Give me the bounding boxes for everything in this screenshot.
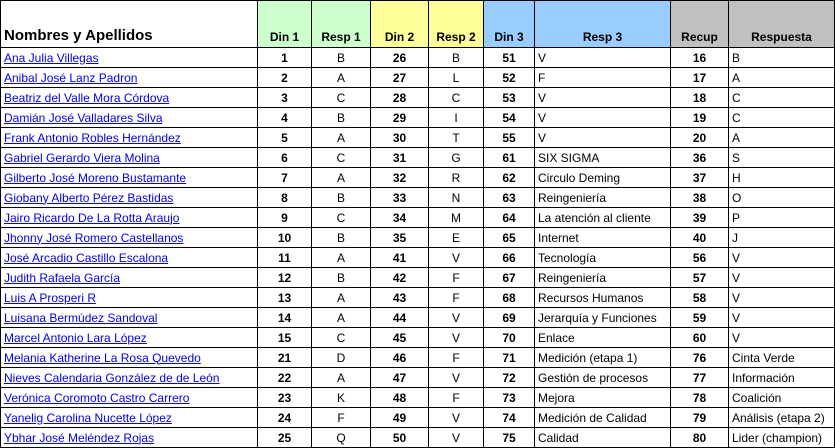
resp1-cell: A (312, 168, 371, 188)
din2-cell: 45 (371, 328, 429, 348)
name-cell (1, 268, 258, 288)
recup-cell: 56 (671, 248, 729, 268)
din2-cell: 30 (371, 128, 429, 148)
student-name-link[interactable]: José Arcadio Castillo Escalona (4, 250, 169, 265)
resp3-cell: Jerarquía y Funciones (535, 308, 671, 328)
table-row (1, 268, 835, 288)
name-cell (1, 88, 258, 108)
din1-cell: 12 (258, 268, 312, 288)
din3-cell: 73 (484, 388, 535, 408)
din3-cell: 66 (484, 248, 535, 268)
table-row (1, 308, 835, 328)
din1-cell: 11 (258, 248, 312, 268)
header-resp2: Resp 2 (429, 1, 484, 48)
resp2-cell: N (429, 188, 484, 208)
resp3-cell: Enlace (535, 328, 671, 348)
recup-cell: 37 (671, 168, 729, 188)
recup-cell: 58 (671, 288, 729, 308)
recup-cell: 19 (671, 108, 729, 128)
table-row (1, 128, 835, 148)
name-cell (1, 148, 258, 168)
resp1-cell: A (312, 68, 371, 88)
din1-cell: 23 (258, 388, 312, 408)
resp2-cell: I (429, 108, 484, 128)
din3-cell: 54 (484, 108, 535, 128)
din1-cell: 13 (258, 288, 312, 308)
din2-cell: 47 (371, 368, 429, 388)
din1-cell: 4 (258, 108, 312, 128)
resp1-cell: B (312, 228, 371, 248)
header-resp3: Resp 3 (535, 1, 671, 48)
respuesta-cell: B (729, 48, 835, 68)
student-name-link[interactable]: Ybhar José Meléndez Rojas (4, 430, 155, 445)
resp1-cell: A (312, 288, 371, 308)
din1-cell: 1 (258, 48, 312, 68)
header-respuesta: Respuesta (729, 1, 835, 48)
resp2-cell: V (429, 408, 484, 428)
table-row (1, 168, 835, 188)
student-name-link[interactable]: Marcel Antonio Lara López (4, 330, 147, 345)
respuesta-cell: O (729, 188, 835, 208)
name-cell (1, 428, 258, 448)
recup-cell: 17 (671, 68, 729, 88)
name-cell (1, 328, 258, 348)
din3-cell: 68 (484, 288, 535, 308)
table-row (1, 408, 835, 428)
din3-cell: 64 (484, 208, 535, 228)
student-name-link[interactable]: Melania Katherine La Rosa Quevedo (4, 350, 201, 365)
din2-cell: 42 (371, 268, 429, 288)
resp1-cell: A (312, 368, 371, 388)
resp2-cell: V (429, 368, 484, 388)
din2-cell: 32 (371, 168, 429, 188)
table-row (1, 48, 835, 68)
respuesta-cell: C (729, 88, 835, 108)
name-cell (1, 248, 258, 268)
resp2-cell: V (429, 308, 484, 328)
din3-cell: 69 (484, 308, 535, 328)
din2-cell: 48 (371, 388, 429, 408)
resp1-cell: F (312, 408, 371, 428)
resp1-cell: B (312, 48, 371, 68)
resp3-cell: V (535, 88, 671, 108)
din2-cell: 50 (371, 428, 429, 448)
table-row (1, 248, 835, 268)
respuesta-cell: S (729, 148, 835, 168)
respuesta-cell: A (729, 68, 835, 88)
resp1-cell: C (312, 88, 371, 108)
din3-cell: 65 (484, 228, 535, 248)
resp1-cell: C (312, 208, 371, 228)
din1-cell: 21 (258, 348, 312, 368)
name-cell (1, 228, 258, 248)
student-name-link[interactable]: Nieves Calendaria González de de León (4, 370, 220, 385)
name-cell (1, 208, 258, 228)
din1-cell: 15 (258, 328, 312, 348)
header-row (1, 1, 835, 48)
resp1-cell: K (312, 388, 371, 408)
respuesta-cell: Información (729, 368, 835, 388)
resp2-cell: F (429, 268, 484, 288)
resp2-cell: V (429, 328, 484, 348)
din3-cell: 62 (484, 168, 535, 188)
resp2-cell: V (429, 248, 484, 268)
resp2-cell: R (429, 168, 484, 188)
table-row (1, 188, 835, 208)
resp2-cell: F (429, 348, 484, 368)
din3-cell: 72 (484, 368, 535, 388)
din3-cell: 51 (484, 48, 535, 68)
name-cell (1, 288, 258, 308)
table-row (1, 228, 835, 248)
respuesta-cell: V (729, 328, 835, 348)
name-cell (1, 68, 258, 88)
name-cell (1, 308, 258, 328)
din3-cell: 70 (484, 328, 535, 348)
din3-cell: 53 (484, 88, 535, 108)
header-resp1: Resp 1 (312, 1, 371, 48)
resp2-cell: T (429, 128, 484, 148)
respuesta-cell: C (729, 108, 835, 128)
resp2-cell: E (429, 228, 484, 248)
student-name-link[interactable]: Luis A Prosperi R (4, 290, 97, 305)
din1-cell: 5 (258, 128, 312, 148)
resp3-cell: La atención al cliente (535, 208, 671, 228)
respuesta-cell: H (729, 168, 835, 188)
table-row (1, 68, 835, 88)
din1-cell: 7 (258, 168, 312, 188)
recup-cell: 40 (671, 228, 729, 248)
resp3-cell: Circulo Deming (535, 168, 671, 188)
din2-cell: 43 (371, 288, 429, 308)
din2-cell: 26 (371, 48, 429, 68)
resp1-cell: C (312, 328, 371, 348)
student-name-link[interactable]: Yanelig Carolina Nucette López (4, 410, 172, 425)
table-row (1, 348, 835, 368)
din2-cell: 35 (371, 228, 429, 248)
din1-cell: 14 (258, 308, 312, 328)
name-cell (1, 408, 258, 428)
table-row (1, 148, 835, 168)
header-din2: Din 2 (371, 1, 429, 48)
din2-cell: 27 (371, 68, 429, 88)
table-row (1, 108, 835, 128)
resp1-cell: Q (312, 428, 371, 448)
din2-cell: 33 (371, 188, 429, 208)
din3-cell: 71 (484, 348, 535, 368)
recup-cell: 16 (671, 48, 729, 68)
student-name-link[interactable]: Judith Rafaela García (4, 270, 121, 285)
din1-cell: 9 (258, 208, 312, 228)
resp1-cell: A (312, 128, 371, 148)
student-name-link[interactable]: Gilberto José Moreno Bustamante (4, 170, 187, 185)
student-name-link[interactable]: Jairo Ricardo De La Rotta Araujo (4, 210, 180, 225)
recup-cell: 57 (671, 268, 729, 288)
respuesta-cell: P (729, 208, 835, 228)
recup-cell: 60 (671, 328, 729, 348)
din3-cell: 67 (484, 268, 535, 288)
respuesta-cell: J (729, 228, 835, 248)
recup-cell: 38 (671, 188, 729, 208)
student-name-link[interactable]: Ana Julia Villegas (4, 50, 99, 65)
respuesta-cell: Coalición (729, 388, 835, 408)
resp2-cell: M (429, 208, 484, 228)
recup-cell: 36 (671, 148, 729, 168)
resp1-cell: D (312, 348, 371, 368)
student-name-link[interactable]: Anibal José Lanz Padron (4, 70, 138, 85)
resp3-cell: V (535, 108, 671, 128)
din3-cell: 74 (484, 408, 535, 428)
resp2-cell: C (429, 88, 484, 108)
student-name-link[interactable]: Frank Antonio Robles Hernández (4, 130, 181, 145)
table-row (1, 368, 835, 388)
resp3-cell: Tecnología (535, 248, 671, 268)
din1-cell: 3 (258, 88, 312, 108)
resp1-cell: B (312, 108, 371, 128)
recup-cell: 78 (671, 388, 729, 408)
din1-cell: 25 (258, 428, 312, 448)
name-cell (1, 368, 258, 388)
respuesta-cell: V (729, 308, 835, 328)
header-name: Nombres y Apellidos (1, 1, 258, 48)
din2-cell: 46 (371, 348, 429, 368)
table-row (1, 328, 835, 348)
resp1-cell: B (312, 268, 371, 288)
resp3-cell: Medición de Calidad (535, 408, 671, 428)
resp1-cell: B (312, 188, 371, 208)
name-cell (1, 108, 258, 128)
student-name-link[interactable]: Verónica Coromoto Castro Carrero (4, 390, 190, 405)
recup-cell: 77 (671, 368, 729, 388)
din2-cell: 34 (371, 208, 429, 228)
table-row (1, 288, 835, 308)
header-din3: Din 3 (484, 1, 535, 48)
din1-cell: 6 (258, 148, 312, 168)
din1-cell: 8 (258, 188, 312, 208)
din3-cell: 61 (484, 148, 535, 168)
name-cell (1, 168, 258, 188)
din1-cell: 24 (258, 408, 312, 428)
name-cell (1, 388, 258, 408)
din3-cell: 63 (484, 188, 535, 208)
resp3-cell: Mejora (535, 388, 671, 408)
resp1-cell: A (312, 248, 371, 268)
respuesta-cell: Análisis (etapa 2) (729, 408, 835, 428)
recup-cell: 18 (671, 88, 729, 108)
table-body (1, 48, 835, 448)
resp3-cell: Calidad (535, 428, 671, 448)
respuesta-cell: V (729, 268, 835, 288)
resp3-cell: Gestión de procesos (535, 368, 671, 388)
respuesta-cell: A (729, 128, 835, 148)
resp3-cell: Reingeniería (535, 188, 671, 208)
table-row (1, 208, 835, 228)
header-din1: Din 1 (258, 1, 312, 48)
resp2-cell: V (429, 428, 484, 448)
resp3-cell: V (535, 128, 671, 148)
name-cell (1, 348, 258, 368)
student-name-link[interactable]: Giobany Alberto Pérez Bastidas (4, 190, 174, 205)
din2-cell: 41 (371, 248, 429, 268)
resp3-cell: Medición (etapa 1) (535, 348, 671, 368)
din1-cell: 2 (258, 68, 312, 88)
din1-cell: 10 (258, 228, 312, 248)
resp2-cell: G (429, 148, 484, 168)
respuesta-cell: Cinta Verde (729, 348, 835, 368)
student-name-link[interactable]: Gabriel Gerardo Viera Molina (4, 150, 160, 165)
resp2-cell: L (429, 68, 484, 88)
student-name-link[interactable]: Luisana Bermúdez Sandoval (4, 310, 158, 325)
din3-cell: 55 (484, 128, 535, 148)
resp3-cell: Recursos Humanos (535, 288, 671, 308)
student-name-link[interactable]: Beatriz del Valle Mora Córdova (4, 90, 170, 105)
din3-cell: 52 (484, 68, 535, 88)
name-cell (1, 188, 258, 208)
recup-cell: 79 (671, 408, 729, 428)
resp3-cell: Internet (535, 228, 671, 248)
din2-cell: 28 (371, 88, 429, 108)
resp3-cell: SIX SIGMA (535, 148, 671, 168)
student-name-link[interactable]: Jhonny José Romero Castellanos (4, 230, 184, 245)
table-row (1, 428, 835, 448)
recup-cell: 59 (671, 308, 729, 328)
din2-cell: 29 (371, 108, 429, 128)
header-recup: Recup (671, 1, 729, 48)
recup-cell: 20 (671, 128, 729, 148)
respuesta-cell: V (729, 248, 835, 268)
din2-cell: 31 (371, 148, 429, 168)
resp3-cell: Reingeniería (535, 268, 671, 288)
name-cell (1, 128, 258, 148)
recup-cell: 76 (671, 348, 729, 368)
resp1-cell: C (312, 148, 371, 168)
table-row (1, 88, 835, 108)
respuesta-cell: Lider (champion) (729, 428, 835, 448)
resp3-cell: V (535, 48, 671, 68)
resp2-cell: F (429, 388, 484, 408)
din3-cell: 75 (484, 428, 535, 448)
respuesta-cell: V (729, 288, 835, 308)
resp1-cell: A (312, 308, 371, 328)
resp2-cell: B (429, 48, 484, 68)
table-row (1, 388, 835, 408)
resp3-cell: F (535, 68, 671, 88)
name-cell (1, 48, 258, 68)
din2-cell: 44 (371, 308, 429, 328)
resp2-cell: F (429, 288, 484, 308)
din2-cell: 49 (371, 408, 429, 428)
student-name-link[interactable]: Damián José Valladares Silva (4, 110, 163, 125)
din1-cell: 22 (258, 368, 312, 388)
recup-cell: 80 (671, 428, 729, 448)
recup-cell: 39 (671, 208, 729, 228)
